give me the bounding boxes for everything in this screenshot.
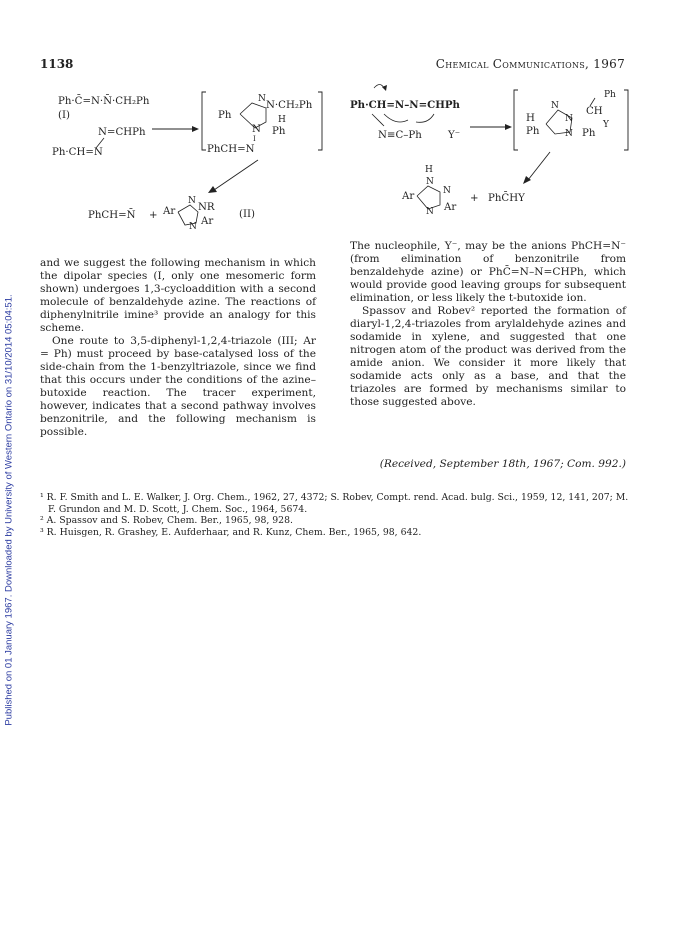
s1-b-ph2: Ph — [272, 126, 286, 137]
s1-line3: N=CHPh — [98, 127, 146, 138]
download-watermark — [3, 130, 15, 890]
s2-p-ar: Ar — [402, 191, 415, 202]
s2-line1: Ph·CH=N–N=CHPh — [350, 99, 460, 111]
s1-line2: (I) — [58, 110, 70, 121]
s1-p-nr: NR — [198, 202, 215, 213]
s1-p-n1: N — [188, 196, 196, 206]
s2-p-n1: N — [426, 177, 434, 187]
s1-p-ar2: Ar — [201, 216, 214, 227]
left-paragraph-1: and we suggest the following mechanism in which the dipolar species (I, only one mesomeric form shown) undergoes 1,3-cycloaddition with a second molecule of benzaldehyde azine. The reactions of diphenylnitrile imine³ provide an analogy for this scheme. — [40, 257, 316, 334]
right-column — [350, 240, 626, 409]
s1-line1: Ph·C̄=N·N̄·CH₂Ph — [58, 96, 150, 107]
s1-b-n2: N — [252, 124, 261, 135]
reaction-scheme — [0, 0, 677, 240]
s1-p-label: (II) — [239, 209, 255, 220]
s2-b-n: N — [551, 101, 559, 111]
s2-b-ph3: Ph — [582, 128, 596, 139]
right-paragraph-2: Spassov and Robev² reported the formation of diaryl-1,2,4-triazoles from arylaldehyde azines and sodamide in xylene, and suggested that one nitrogen atom of the product was derived from the amide anion. We consider it more likely that sodamide acts only as a base, and that the triazoles are formed by mechanisms similar to those suggested above. — [350, 305, 626, 408]
s2-b-ph2: Ph — [526, 126, 540, 137]
s1-p-n2: N — [189, 222, 197, 232]
s1-p-ar: Ar — [163, 206, 176, 217]
s2-b-nch: N — [565, 114, 573, 124]
s2-b-h: H — [526, 113, 535, 124]
s1-b-nch: N·CH₂Ph — [266, 100, 313, 111]
s2-p-ar2: Ar — [444, 202, 457, 213]
references — [40, 492, 630, 538]
s2-p-n3: N — [426, 207, 434, 217]
s2-b-ch: CH — [586, 106, 603, 117]
journal-header: Chemical Communications, 1967 — [435, 57, 625, 71]
reference-3: ³ R. Huisgen, R. Grashey, E. Aufderhaar, and R. Kunz, Chem. Ber., 1965, 98, 642. — [40, 526, 422, 538]
s2-p-h: H — [425, 165, 433, 175]
s1-b-ph: Ph — [218, 110, 232, 121]
s1-b-n: N — [258, 94, 266, 104]
left-paragraph-2: One route to 3,5-diphenyl-1,2,4-triazole (III; Ar = Ph) must proceed by base-catalysed loss of the side-chain from the 1-benzyltriazole, since we find that this occurs under the conditions of the azine–butoxide reaction. The tracer experiment, however, indicates that a second pathway involves benzonitrile, and the following mechanism is possible. — [40, 335, 316, 438]
s2-p-phchy: PhC̄HY — [488, 193, 525, 204]
page-number: 1138 — [40, 57, 74, 71]
received-date: (Received, September 18th, 1967; Com. 992.) — [379, 458, 626, 470]
s1-p-plus: + — [149, 210, 158, 221]
s2-b-ph: Ph — [604, 90, 616, 100]
s2-b-nph: N — [565, 129, 573, 139]
s2-p-plus: + — [470, 193, 479, 204]
s1-line4: Ph·CH=N — [52, 147, 103, 158]
s1-b-phch: PhCH=N — [207, 144, 255, 155]
s1-p-phchn: PhCH=N̄ — [88, 210, 136, 221]
s2-y: Y⁻ — [448, 130, 461, 141]
reference-2: ² A. Spassov and S. Robev, Chem. Ber., 1965, 98, 928. — [40, 515, 293, 527]
s2-b-y: Y — [603, 120, 609, 130]
reference-1: ¹ R. F. Smith and L. E. Walker, J. Org. Chem., 1962, 27, 4372; S. Robev, Compt. rend. Acad. bulg. Sci., 1959, 12, 141, 207; M. F. Grundon and M. D. Scott, J. Chem. Soc., 1964, 5674. — [40, 492, 629, 515]
left-column — [40, 257, 316, 439]
right-paragraph-1: The nucleophile, Y⁻, may be the anions PhCH=N⁻ (from elimination of benzonitrile from benzaldehyde azine) or PhC̄=N–N=CHPh, which would provide good leaving groups for subsequent elimination, or less likely the t-butoxide ion. — [350, 240, 626, 304]
watermark-text: Published on 01 January 1967. Downloaded by University of Western Ontario on 31/10/2014 05:04:51. — [3, 294, 15, 726]
s2-line2: N≡C–Ph — [378, 130, 422, 141]
s1-b-i: I — [253, 135, 256, 143]
s1-b-h: H — [278, 115, 286, 125]
s2-p-n2: N — [443, 186, 451, 196]
